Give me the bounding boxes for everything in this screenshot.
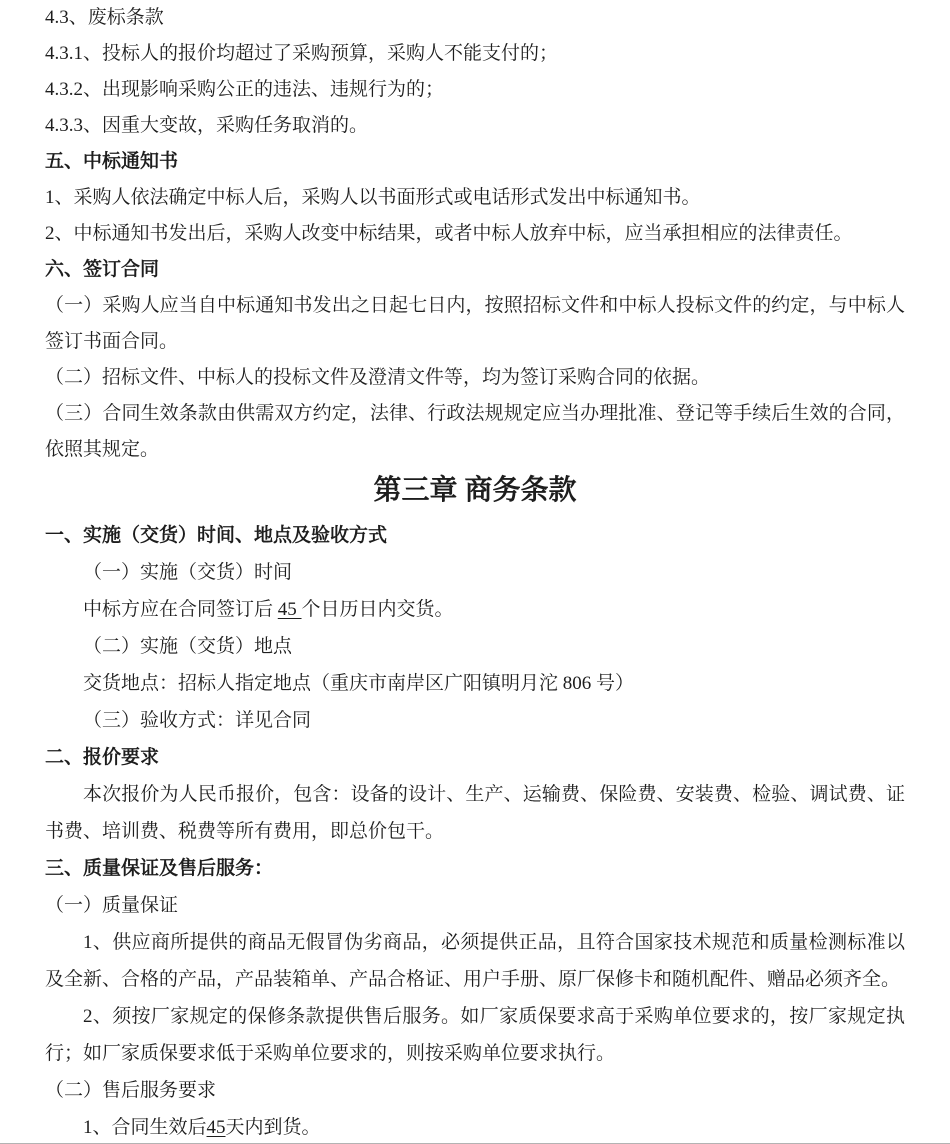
- text-segment: 1、合同生效后: [83, 1117, 207, 1138]
- doc-line: 4.3.1、投标人的报价均超过了采购预算，采购人不能支付的；: [45, 43, 559, 64]
- doc-line: （一）采购人应当自中标通知书发出之日起七日内，按照招标文件和中标人投标文件的约定，与中标人: [45, 295, 905, 316]
- doc-line: [45, 1109, 905, 1144]
- doc-line: （三）验收方式：详见合同: [83, 710, 312, 731]
- section-heading: 二、报价要求: [45, 747, 160, 768]
- doc-line: 及全新、合格的产品，产品装箱单、产品合格证、用户手册、原厂保修卡和随机配件、赠品必须齐全。: [45, 969, 901, 990]
- doc-line: （二）实施（交货）地点: [83, 636, 293, 657]
- section-heading: 六、签订合同: [45, 259, 160, 280]
- doc-line: 签订书面合同。: [45, 331, 179, 352]
- doc-line: 依照其规定。: [45, 439, 160, 460]
- text-segment: 个日历日内交货。: [301, 599, 454, 620]
- section-heading: 一、实施（交货）时间、地点及验收方式: [45, 525, 388, 546]
- chapter-title: 第三章 商务条款: [373, 475, 577, 506]
- doc-line: （二）招标文件、中标人的投标文件及澄清文件等，均为签订采购合同的依据。: [45, 367, 711, 388]
- underlined-number: 45: [206, 1117, 226, 1138]
- doc-line: 2、中标通知书发出后，采购人改变中标结果，或者中标人放弃中标，应当承担相应的法律责任。: [45, 223, 853, 244]
- document-upper-section: [0, 0, 950, 468]
- doc-line: 4.3、废标条款: [45, 7, 164, 28]
- document-lower-section: [0, 517, 950, 1144]
- doc-line: 1、供应商所提供的商品无假冒伪劣商品，必须提供正品，且符合国家技术规范和质量检测标准以: [83, 932, 905, 953]
- doc-line: 2、须按厂家规定的保修条款提供售后服务。如厂家质保要求高于采购单位要求的，按厂家规定执: [83, 1006, 905, 1027]
- doc-line: 1、采购人依法确定中标人后，采购人以书面形式或电话形式发出中标通知书。: [45, 187, 701, 208]
- doc-line: （三）合同生效条款由供需双方约定，法律、行政法规规定应当办理批准、登记等手续后生效的合同，: [45, 403, 905, 424]
- doc-line: 4.3.2、出现影响采购公正的违法、违规行为的；: [45, 79, 445, 100]
- doc-line: 本次报价为人民币报价，包含：设备的设计、生产、运输费、保险费、安装费、检验、调试费、证: [83, 784, 905, 805]
- doc-line: （一）质量保证: [45, 895, 179, 916]
- section-heading: 五、中标通知书: [45, 151, 179, 172]
- doc-line: （一）实施（交货）时间: [83, 562, 293, 583]
- doc-line: 书费、培训费、税费等所有费用，即总价包干。: [45, 821, 445, 842]
- doc-line: 4.3.3、因重大变故，采购任务取消的。: [45, 115, 369, 136]
- doc-line: （二）售后服务要求: [45, 1080, 217, 1101]
- underlined-number: 45: [277, 599, 302, 620]
- text-segment: 中标方应在合同签订后: [83, 599, 278, 620]
- doc-line: 交货地点：招标人指定地点（重庆市南岸区广阳镇明月沱 806 号）: [83, 673, 635, 694]
- text-segment: 天内到货。: [225, 1117, 321, 1138]
- doc-line: [45, 591, 905, 628]
- doc-line: 行；如厂家质保要求低于采购单位要求的，则按采购单位要求执行。: [45, 1043, 616, 1064]
- section-heading: 三、质量保证及售后服务：: [45, 858, 274, 879]
